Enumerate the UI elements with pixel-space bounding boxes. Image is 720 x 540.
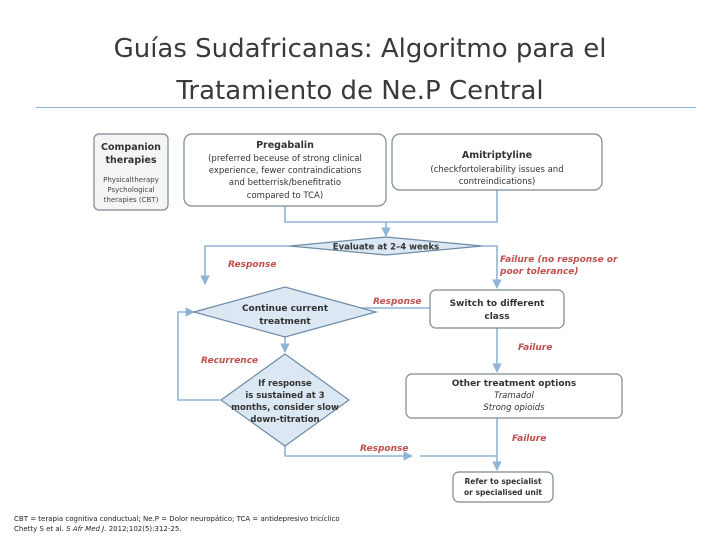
refer-specialist-box [453,472,553,502]
pregabalin-title: Pregabalin [256,140,314,151]
label-failure-line-2: poor tolerance) [500,267,579,277]
slide-title-line-2: Tratamiento de Ne.P Central [176,76,544,106]
continue-treatment-decision [194,287,376,337]
switch-line-2: class [484,312,510,322]
label-response-bottom: Response [360,444,409,454]
continue-line-1: Continue current [241,304,329,314]
amitriptyline-title: Amitriptyline [461,150,533,161]
pregabalin-line-1: (preferred beceuse of strong clinical [208,154,362,164]
other-title: Other treatment options [451,379,577,389]
pregabalin-line-2: experience, fewer contraindications [208,166,362,176]
arrow-failure-to-switch [482,246,497,288]
continue-line-2: treatment [259,317,311,327]
pregabalin-box [184,134,386,206]
pregabalin-line-3: and betterrisk/benefitratio [228,178,342,188]
companion-title-2: therapies [105,155,157,166]
sustained-response-decision [221,354,349,446]
slide-title-line-1: Guías Sudafricanas: Algoritmo para el [113,34,607,64]
evaluate-decision [290,237,482,255]
pregabalin-line-4: compared to TCA) [246,191,324,201]
companion-sub-3: therapies (CBT) [103,196,159,204]
connector-lines [178,190,497,470]
amitriptyline-box [392,134,602,190]
other-treatment-box [406,374,622,418]
citation-journal: S Afr Med J. [66,525,107,533]
sustained-line-2: is sustained at 3 [245,391,325,401]
label-failure-switch: Failure [518,343,553,353]
refer-line-2: or specialised unit [464,488,542,497]
companion-sub-1: Physicaltherapy [103,176,159,184]
citation-details: 2012;102(5):312-25. [108,525,182,533]
label-response-left: Response [228,260,277,270]
switch-class-box [430,290,564,328]
refer-line-1: Refer to specialist [464,477,542,486]
label-response-switch: Response [373,297,422,307]
amitriptyline-line-2: contreindications) [458,177,536,187]
companion-therapies-box [94,134,168,210]
amitriptyline-line-1: (checkfortolerability issues and [430,165,564,175]
other-line-2: Strong opioids [483,403,545,413]
label-failure-line-1: Failure (no response or [500,255,618,265]
footnote-citation [14,524,614,534]
footnote-abbreviations: CBT = terapia cognitiva conductual; Ne.P = Dolor neuropático; TCA = antidepresivo tricíclico [14,515,340,523]
sustained-line-1: If response [258,379,312,389]
connector-amitriptyline [386,190,497,222]
citation-author: Chetty S et al. [14,525,64,533]
companion-sub-2: Psychological [107,186,155,194]
switch-line-1: Switch to different [449,299,545,309]
sustained-line-3: months, consider slow [231,403,339,413]
footnote [14,514,614,534]
other-line-1: Tramadol [494,391,534,401]
sustained-line-4: down-titration [250,415,320,425]
companion-title-1: Companion [101,142,161,153]
label-failure-other: Failure [512,434,547,444]
evaluate-label: Evaluate at 2–4 weeks [332,242,440,253]
label-recurrence: Recurrence [201,356,259,366]
